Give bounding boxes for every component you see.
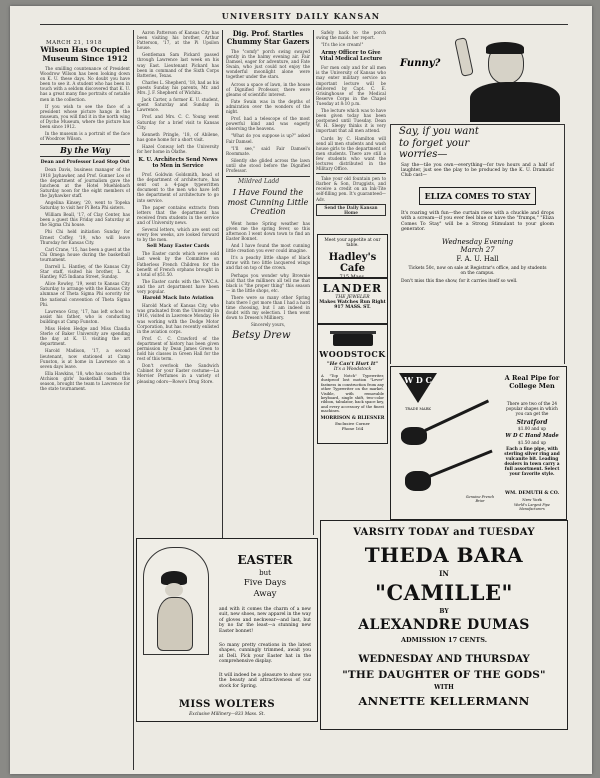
pipe-body-2: Each a fine pipe, with sterling silver ring and vulcanite bit. Leading dealers in town carry a full assortment. Select your favorite style.: [504, 447, 560, 477]
eliza-place: F. A. U. Hall: [456, 254, 499, 263]
letter-paragraph: There were so many other Spring hats there I got more than I had a hard time choosing, but I am indeed in doubt with my selection. I then went down to Dresen's Millinery.: [226, 294, 310, 321]
star-gazers-headline: Dig. Prof. Startles Chummy Star Gazers: [226, 30, 310, 46]
army-paragraph: For men only and for all men is the University of Kansas who may enter military service an important lecture will be delivered by Capt. C. E. Grisinghouse of the Medical Reserve Corps in the Chapel Tuesday at 8:10 p.m.: [316, 65, 386, 106]
letter-header-signature: Mildred Ladd: [238, 178, 280, 186]
pipe-price-2: $1.50 and up: [518, 440, 546, 445]
personal-item: Jack Carter, a former K. U. student, spent Saturday and Sunday in Lawrence.: [137, 97, 219, 113]
letter-paragraph: It's a peachy little shape of black straw with two little lacquered wings and flat on top of the crown.: [226, 255, 310, 271]
hadleys-name: Hadley's Cafe: [328, 252, 377, 274]
star-gazers-paragraph: Prof. had a telescope of the most powerful kind and was eagerly observing the heavens.: [226, 116, 310, 132]
theda-by: BY: [439, 608, 449, 615]
star-gazers-paragraph: Silently she glided across the lawn until she stood before the Dignified Professor.: [226, 157, 310, 173]
pipe-caption: Genuine French Briar: [465, 495, 495, 503]
theda-admission: ADMISSION 17 CENTS.: [400, 636, 487, 644]
hadleys-tagline: Meet your appetite at our table.: [324, 238, 381, 248]
morrison-name: MORRISON & BLIESNER: [320, 415, 385, 421]
wilson-paragraph: If you wish to see the face of a president whose picture hangs in the museum, you will find it in the north wing of Dyche Museum, where the picture has been since 1912.: [40, 103, 130, 130]
ad-border: [564, 124, 565, 364]
send-kansan-home: Send the Daily Kansan Home: [316, 204, 386, 216]
lander-name: LANDER: [322, 282, 383, 295]
morrison-phone: Phone 164: [341, 425, 364, 431]
eliza-title: ELIZA COMES TO STAY: [419, 187, 536, 205]
personal-item: Hazel Conway left the University for her home in Olathe.: [137, 143, 219, 154]
hadleys-address: 715 Mass.: [339, 274, 366, 278]
byway-item: Carl Crane, '15, has been a guest at the Chi Omega house during the basketball tournament.: [40, 246, 130, 262]
letter-paragraph: Perhaps you wonder why. Brownie said that the milliners all tell me that black is "the proper thing" this season — in the little shops, etc.: [226, 272, 310, 293]
wolters-subtitle: Exclusive Millinery—833 Mass. St.: [189, 712, 265, 717]
pipe-bowl-icon: [401, 427, 427, 445]
easter-body-2: So many pretty creations in the latest shapes, cunningly trimmed, await you at Dell. Pick your Easter hat in the comprehensive display.: [219, 643, 311, 665]
personal-item: Prof. and Mrs. C. C. Young went Saturday for a brief visit to Kansas City.: [137, 114, 219, 130]
column-rule: [133, 30, 134, 770]
architects-headline: K. U. Architects Send News to Men in Service: [138, 157, 218, 170]
woodstock-tagline: "He Can't Hurt It": [327, 361, 378, 367]
column-rule: [222, 30, 223, 545]
wilson-headline: Wilson Has Occupied Museum Since 1912: [40, 46, 130, 63]
wdc-pipe-ad: [390, 366, 567, 520]
easter-sub: but: [259, 569, 271, 577]
ad-border: [390, 124, 565, 125]
column-3: [226, 30, 310, 535]
mack-headline: Harold Mack Into Aviation: [142, 295, 214, 302]
pipe-price: $1.00 and up: [518, 426, 546, 431]
star-gazers-paragraph: The "comfy" porch swing swayed gently in the balmy evening air. Fair Damsel, eager for adventure, and Fate Swain, who just could not enjoy the wonderful moonlight alone were together under the stars.: [226, 49, 310, 80]
newspaper-page: [10, 6, 592, 774]
lander-ad: [317, 278, 388, 324]
ad-border: [390, 124, 391, 364]
byway-item: Dean Davis, business manager of the 1918 Jayhawker, and Prof. Gunner Loo of the department of journalism gave the luncheon at the Hotel Muehlebach Saturday noon for the eight members of the Jayhawker staff.: [40, 167, 130, 198]
personal-item: Kenneth Pringle, '18, of Abilene, has gone home for a short visit.: [137, 131, 219, 142]
woodstock-body: A "Top Notch" Typewriter, dustproof lost motion "Lever" fastness in construction from any other Typewriter on the market. Visible, with removable keyboard, single shift, two-color ribbon, tabulator, back space key, and every accessory of the finest machines.: [321, 374, 384, 414]
byway-item: William Beall, '17, of Clay Center, has been a guest this Friday and Saturday at the Sigma Chi house.: [40, 212, 130, 228]
say-line: to forget your: [399, 137, 470, 149]
woodstock-subtitle: It's a Woodstock: [333, 367, 372, 372]
pipe-name: Stratford: [516, 419, 548, 426]
lander-address: 917 MASS. ST.: [334, 305, 371, 310]
eliza-note: Don't miss this fine show, for it carries itself so well.: [401, 279, 518, 285]
hand-illustration: [454, 37, 474, 77]
easter-illustration: [143, 547, 209, 655]
pipe-hand-made: W D C Hand Made: [505, 433, 559, 439]
personal-item: Gentleman Sam Pickard passed through Lawrence last week on his way East. Lieutenant Pickard has been in command of the Sixth Corps Batteries, Texas.: [137, 52, 219, 78]
theda-top: VARSITY TODAY and TUESDAY: [353, 527, 535, 538]
mack-paragraph: Don't overlook the Sandwich Cabinet for your Easter costume—La Mervier Perfumes in a variety of pleasing odors—Rowe's Drug Store.: [137, 363, 219, 384]
easter-sub: Five Days: [243, 578, 287, 588]
theda-author: ALEXANDRE DUMAS: [358, 617, 530, 633]
newspaper-title: UNIVERSITY DAILY KANSAN: [221, 11, 381, 21]
woodstock-ad: [317, 324, 388, 444]
dress-icon: [157, 597, 193, 651]
issue-date: MARCH 21, 1918: [46, 40, 102, 46]
easter-cards-paragraph: The Easter cards which were sold last week by the Committee on Fatherless French Children for the benefit of French orphans brought in a total of $51.50.: [137, 251, 219, 277]
pipe-title: A Real Pipe for College Men: [504, 374, 560, 390]
by-the-way-heading: By the Way: [40, 144, 130, 157]
easter-cards-paragraph: The Easter cards with the Y.W.C.A. and the art department have been very popular.: [137, 278, 219, 295]
architects-paragraph: Prof. Goldwin Goldsmith, head of the department of architecture, has sent out a 4-page typewritten document to the men who have left the department of architecture to go into service.: [137, 172, 219, 203]
hadleys-ad: [317, 234, 388, 278]
wolters-name: MISS WOLTERS: [178, 699, 276, 710]
column-4: [316, 30, 386, 235]
eliza-date: March 27: [460, 245, 495, 254]
byway-item: Phi Chi held initiation Sunday for Ernest Coffey, '19, who will leave Thursday for Kansas City.: [40, 229, 130, 245]
column-1: [40, 46, 130, 766]
mack-paragraph: Prof. C. C. Crawford of the department of history has been given permission by Dean James Green to hold his classes in Green Hall for the rest of this term.: [137, 335, 219, 362]
coat-illustration: [470, 82, 560, 122]
byway-item: Darrell L. Hantley, of the Kansas City Star staff, visited his brother, L. A. Hantley, 925 Indiana Street, Sunday.: [40, 264, 130, 280]
letter-signoff: Sincerely yours,: [250, 322, 286, 328]
star-gazers-paragraph: "What do you suppose is up?" asked Fair Damsel.: [226, 133, 310, 144]
eliza-tickets: Tickets 50c, now on sale at Registrar's office, and by students on the campus.: [408, 265, 547, 277]
star-gazers-paragraph: Safely back to the porch swing the maids her report.: [316, 30, 386, 41]
army-headline: Army Officer to Give Vital Medical Lecture: [319, 50, 383, 63]
pipe-maker-city: New York: [522, 497, 542, 502]
architects-paragraph: Several letters, which are sent out every few weeks, are looked forward to by the men.: [137, 227, 219, 243]
say-line: worries—: [399, 149, 448, 160]
byway-item: Alice Rowley, '19, went to Kansas City Saturday to arrange with the Kansas City alumnae of Theta Sigma Phi sorority for the national convention of Theta Sigma Phi.: [40, 281, 130, 307]
byway-item: Lawrence Gray, '17, has left school to assist his father, who is conducting buildings at Camp Funston.: [40, 308, 130, 324]
easter-body-3: It will indeed be a pleasure to show you the beauty and attractiveness of our stock for Spring.: [219, 673, 311, 689]
byway-headline: Dean and Professor Lead Stop Out: [40, 160, 130, 166]
lander-line: Makes Watches Run Right: [319, 300, 386, 305]
pipe-stem-icon: [428, 450, 492, 478]
eliza-day: Wednesday Evening: [441, 237, 514, 246]
army-paragraph: Cards by C. Hamilton will send all men students and wash house girls to the department of men students. There are still a few students who want the lectures distributed in the Military Office.: [316, 135, 386, 172]
eliza-ad: [391, 124, 564, 364]
personal-item: Aaron Patterson of Kansas City has been visiting his brother, Arthur Patterson, '17, at the Pi Upsilon house.: [137, 30, 219, 51]
wdc-letters: W D C: [404, 375, 432, 385]
pipe-bowl-icon: [405, 471, 431, 491]
pipe-maker: WM. DEMUTH & CO.: [504, 491, 560, 496]
letter-signature: Betsy Drew: [232, 330, 291, 342]
face-icon: [165, 583, 183, 597]
architects-paragraph: The paper contains extracts from letters that the department has received from students in the service and of University news.: [137, 204, 219, 225]
theda-in: IN: [439, 569, 449, 578]
star-gazers-paragraph: "It's the ice cream!": [321, 42, 364, 48]
wolters-ad: [136, 538, 318, 722]
hair-illustration: [486, 42, 524, 54]
theda-bara-ad: [320, 520, 568, 730]
star-gazers-paragraph: "I'll see," said Fair Damsel's Roommate.: [226, 145, 310, 156]
theda-title: "CAMILLE": [375, 580, 513, 605]
pipe-maker-subtitle: World's Largest Pipe Manufacturers: [514, 503, 550, 511]
wilson-paragraph: In the museum is a portrait of the face of Woodrow Wilson.: [40, 131, 130, 142]
wdc-trademark: TRADE MARK: [404, 407, 431, 411]
lander-subtitle: THE JEWELER: [335, 295, 370, 300]
theda-wednesday: WEDNESDAY AND THURSDAY: [358, 654, 530, 665]
funny-illustration: [392, 34, 562, 122]
byway-item: Angelina Kinsey, '20, went to Topeka Saturday to visit her Pi Beta Phi sisters.: [40, 199, 130, 211]
star-gazers-paragraph: Across a space of lawn, in the house of Dignified Professor, there were gleams of scientific interest.: [226, 81, 310, 97]
column-rule: [313, 30, 314, 535]
pen-note: Take your old fountain pen to Barber & Son, Druggists, and receive a credit on an Ink-Tite self-filling pen. It's guaranteed—Adv.: [316, 173, 386, 201]
letter-headline: I Have Found the most Cunning Little Creation: [227, 188, 309, 217]
easter-cards-headline: Sell Many Easter Cards: [146, 243, 210, 250]
byway-item: Harold Madison, '17, a second lieutenant, now stationed at Camp Funston, is at home in Lawrence on a seven days leave.: [40, 348, 130, 369]
say-line: Say, if you want: [399, 126, 479, 137]
header-rule: [40, 24, 568, 25]
column-2: [137, 30, 219, 550]
theda-with: WITH: [434, 684, 454, 691]
personal-item: Charles L. Shepherd, '18, had as his guests Sunday his parents, Mr. and Mrs. J. F. Shepherd of Wichita.: [137, 79, 219, 96]
army-paragraph: The lecture which was to have been given today has been postponed until Tuesday. Dean W. H. Sleepy thinks it is very important that all men attend.: [316, 108, 386, 134]
pipe-body: There are two of the 24 popular shapes in which you can get the: [506, 401, 558, 416]
byway-item: Ella Hawkins, '18, who has coached the Atchison girls' basketball team this season, brought the team to Lawrence for the state tournament.: [40, 370, 130, 392]
pipe-stem-icon: [424, 400, 489, 432]
easter-sub: Away: [253, 589, 277, 599]
wilson-paragraph: The smilling countenance of President Woodrow Wilson has been looking down on K. U. these days. No doubt you have been to see it. A student who has been in touch with a seldom discovered that K. U. has a great many fine portraits of notable men in the collection.: [40, 66, 130, 102]
letter-paragraph: And I have found the most cunning little creation you ever could imagine.: [226, 243, 310, 254]
morrison-subtitle: Exclusive Corner: [335, 420, 370, 426]
theda-name: THEDA BARA: [364, 543, 524, 567]
say-body: Say the—tile you own—everything—for two hours and a half of laughter, just see the play to be produced by the K. U. Dramatic Club cast—: [401, 162, 554, 179]
star-gazers-paragraph: Fate Swain was in the depths of admiration over the wonders of the night.: [226, 98, 310, 115]
byway-item: Miss Helen Hedge and Miss Claudia Sterle of Baker University are spending the day at K. U. visiting the art department.: [40, 326, 130, 347]
woodstock-name: WOODSTOCK: [319, 349, 386, 359]
mack-paragraph: Harold Mack of Kansas City, who was graduated from the University in 1916, visited in Lawrence Monday. He was working with the Dodge Motor Corporation, but has recently enlisted in the aviation corps.: [137, 303, 219, 334]
funny-text: Funny?: [400, 58, 441, 69]
theda-daughter: "THE DAUGHTER OF THE GODS": [342, 669, 546, 681]
eliza-body: It's roaring with fun—the curtain rises with a chuckle and drops with a scream—if you ever feel blue or have the "frumps," "Eliza Comes To Stay" will be a Strong Stimulant to your gloom generator.: [401, 210, 554, 233]
letter-paragraph: Went home Spring weather has given me the spring fever, so this afternoon I went down town to find an Easter Bonnet.: [226, 220, 310, 241]
easter-body: and with it comes the charm of a new suit, new shoes, new apparel in the way of gloves and neckwear—and last, but by no far the least—a stunning new Easter bonnet!: [219, 607, 311, 634]
typewriter-icon: [328, 328, 378, 348]
theda-annette: ANNETTE KELLERMANN: [358, 694, 530, 708]
easter-title: EASTER: [237, 553, 293, 567]
